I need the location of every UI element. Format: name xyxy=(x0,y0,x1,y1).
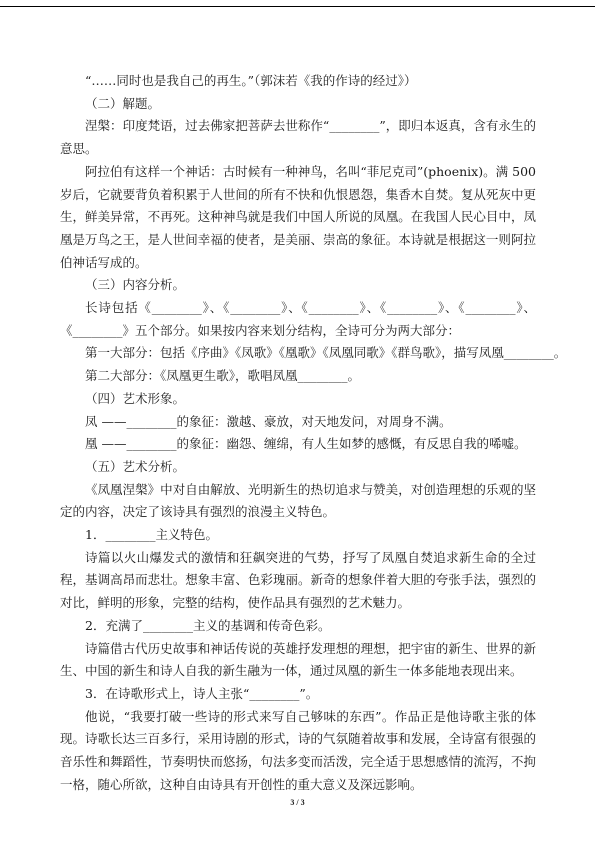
paragraph: 诗篇借古代历史故事和神话传说的英雄抒发理想的理想，把宇宙的新生、世界的新生、中国的新生和诗人自我的新生融为一体，通过凤凰的新生一体多能地表现出来。 xyxy=(60,640,536,679)
paragraph: “……同时也是我自己的再生。”（郭沫若《我的作诗的经过》） xyxy=(85,73,417,88)
paragraph: 第一大部分：包括《序曲》《凤歌》《凰歌》《凤凰同歌》《群鸟歌》，描写凤凰________。 xyxy=(85,345,567,361)
paragraph: 凤 ——________的象征：激越、豪放，对天地发问，对周身不满。 xyxy=(85,413,452,429)
paragraph: 涅槃：印度梵语，过去佛家把菩萨去世称作“________”，即归本返真，含有永生的意思。 xyxy=(60,118,536,157)
document-body xyxy=(60,70,567,797)
header-rule xyxy=(0,6,595,7)
paragraph: 第二大部分：《凤凰更生歌》，歌唱凤凰________。 xyxy=(85,368,361,384)
paragraph: 1．________主义特色。 xyxy=(85,527,218,543)
paragraph: （四）艺术形象。 xyxy=(85,390,186,406)
paragraph: 阿拉伯有这样一个神话：古时候有一种神鸟，名叫“菲尼克司”(phoenix)。满 500 岁后，它就要背负着积累于人世间的所有不快和仇恨恩怨，集香木自焚。复从死灰中更生，鲜美异常，不再死。这种神鸟就是我们中国人所说的凤凰。在我国人民心目中，凤凰是万鸟之王，是人世间幸福的使者，是美丽、崇高的象征。本诗就是根据这一则阿拉伯神话写成的。 xyxy=(60,163,536,270)
paragraph: （三）内容分析。 xyxy=(85,277,186,293)
paragraph: 凰 ——________的象征：幽怨、缠绵，有人生如梦的感慨，有反思自我的唏嘘。 xyxy=(85,436,527,452)
paragraph: 长诗包括《________》、《________》、《________》、《________》、《________》、《________》五个部分。如果按内容来划分结构，全诗可分为两大部分： xyxy=(60,300,536,338)
paragraph: 《凤凰涅槃》中对自由解放、光明新生的热切追求与赞美，对创造理想的乐观的坚定的内容，决定了该诗具有强烈的浪漫主义特色。 xyxy=(60,481,536,520)
paragraph: （五）艺术分析。 xyxy=(85,458,186,474)
paragraph: 3．在诗歌形式上，诗人主张“________”。 xyxy=(85,685,319,701)
paragraph: （二）解题。 xyxy=(85,95,161,111)
paragraph: 2．充满了________主义的基调和传奇色彩。 xyxy=(85,617,331,633)
page-number: 3 / 3 xyxy=(290,798,305,807)
paragraph: 他说，“我要打破一些诗的形式来写自己够味的东西”。作品正是他诗歌主张的体现。诗歌长达三百多行，采用诗剧的形式，诗的气氛随着故事和发展，全诗富有很强的音乐性和舞蹈性，节奏明快而悠扬，句法多变而活泼，完全适于思想感情的流泻，不拘一格，随心所欲，这种自由诗具有开创性的重大意义及深远影响。 xyxy=(60,708,536,792)
paragraph: 诗篇以火山爆发式的激情和狂飙突进的气势，抒写了凤凰自焚追求新生命的全过程，基调高昂而悲壮。想象丰富、色彩瑰丽。新奇的想象伴着大胆的夸张手法，强烈的对比，鲜明的形象，完整的结构，使作品具有强烈的艺术魅力。 xyxy=(60,549,536,611)
